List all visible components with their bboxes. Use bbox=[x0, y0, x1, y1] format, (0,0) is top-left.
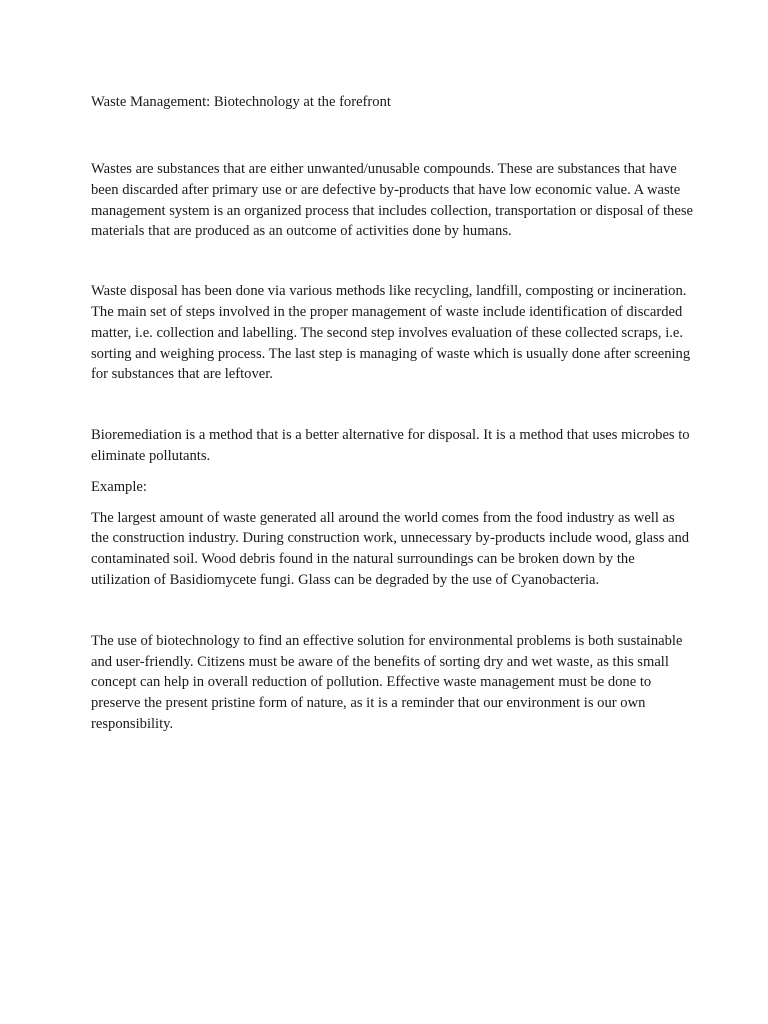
paragraph-disposal-methods: Waste disposal has been done via various methods like recycling, landfill, composting or incineration. The main set of steps involved in the proper management of waste include identification of discarded matter, i.e. collection and labelling. The second step involves evaluation of these collected scraps, i.e. sorting and weighing process. The last step is managing of waste which is usually done after screening for substances that are leftover. bbox=[91, 283, 691, 383]
paragraph-example-body: The largest amount of waste generated all around the world comes from the food industry as well as the construction industry. During construction work, unnecessary by-products include wood, glass and contaminated soil. Wood debris found in the natural surroundings can be broken down by the utilization of Basidiomycete fungi. Glass can be degraded by the use of Cyanobacteria. bbox=[91, 509, 690, 588]
document-title: Waste Management: Biotechnology at the forefront bbox=[91, 94, 391, 110]
paragraph-example-label: Example: bbox=[91, 478, 147, 495]
paragraph-conclusion: The use of biotechnology to find an effective solution for environmental problems is both sustainable and user-friendly. Citizens must be aware of the benefits of sorting dry and wet waste, as this small concept can help in overall reduction of pollution. Effective waste management must be done to preserve the present pristine form of nature, as it is a reminder that our environment is our own responsibility. bbox=[91, 632, 683, 732]
paragraph-bioremediation: Bioremediation is a method that is a better alternative for disposal. It is a method that uses microbes to eliminate pollutants. bbox=[91, 427, 690, 464]
paragraph-wastes-definition: Wastes are substances that are either unwanted/unusable compounds. These are substances that have been discarded after primary use or are defective by-products that have low economic value. A waste management system is an organized process that includes collection, transportation or disposal of these materials that are produced as an outcome of activities done by humans. bbox=[91, 161, 693, 240]
